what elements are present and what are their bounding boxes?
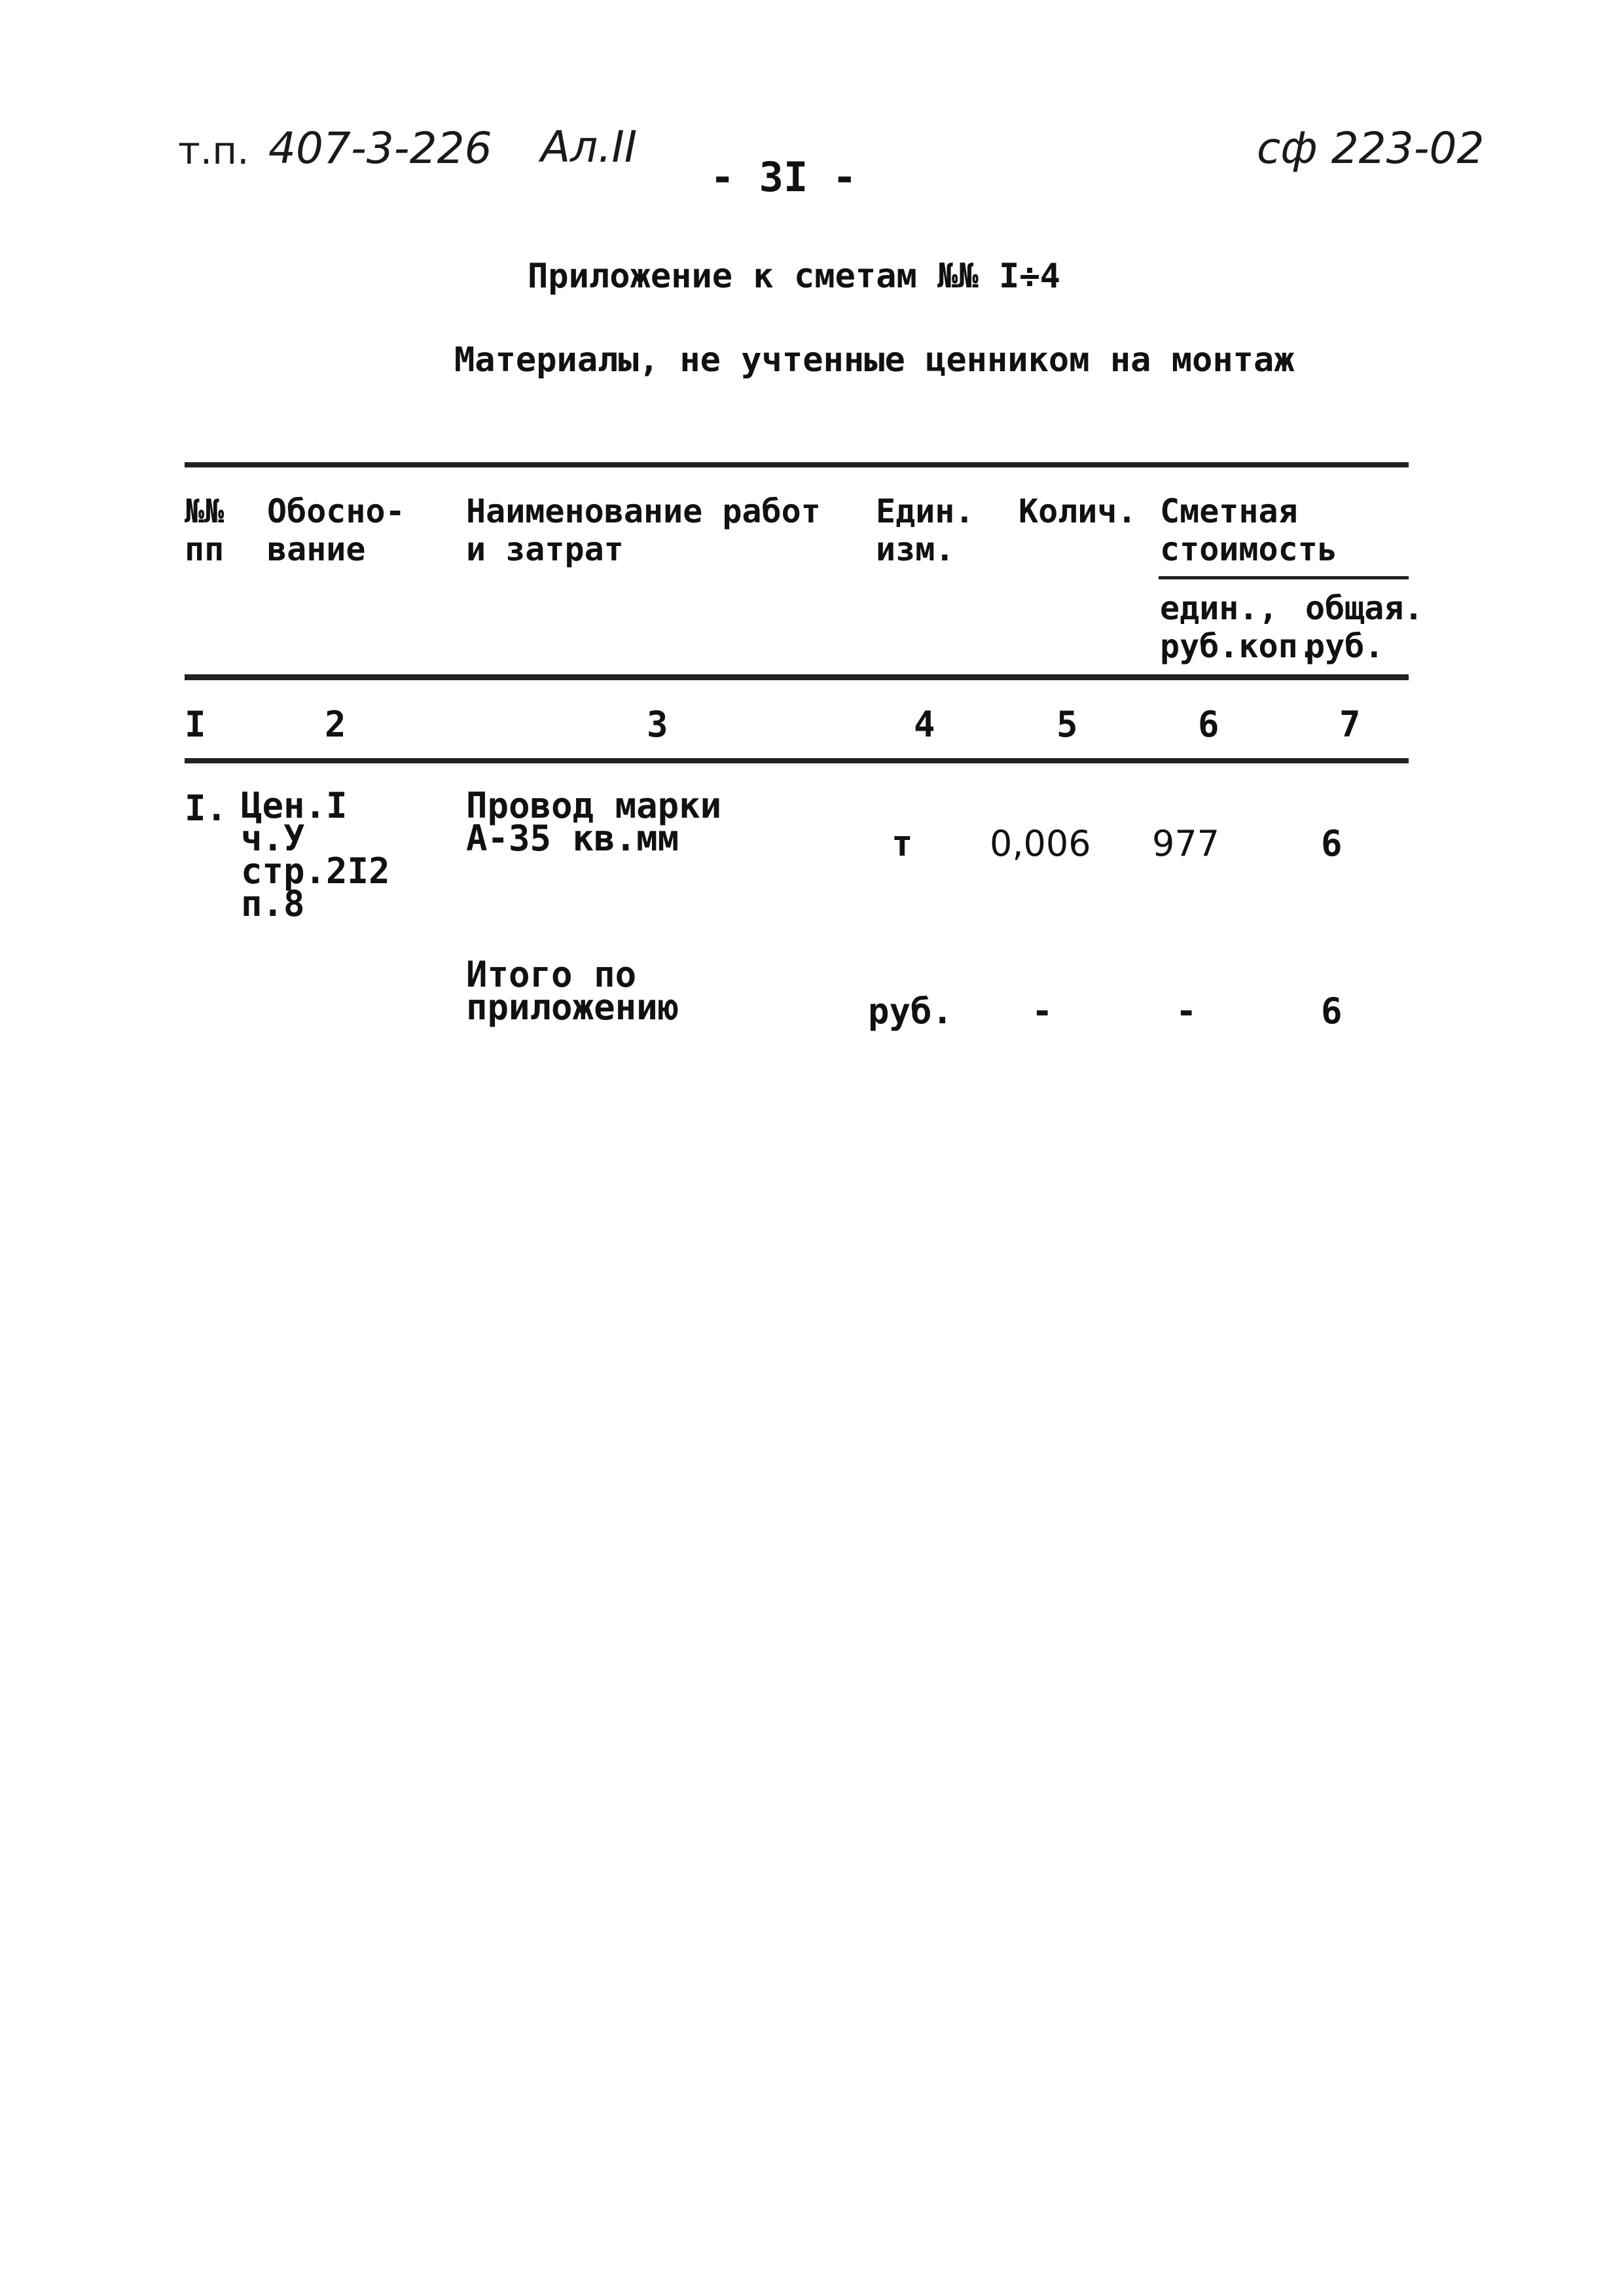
total-qty: -	[1032, 991, 1053, 1032]
header-bottom-rule	[185, 674, 1409, 680]
appendix-subtitle: Материалы, не учтенные ценником на монтаж	[454, 340, 1295, 380]
row-num: I.	[185, 788, 228, 829]
column-number-5: 5	[1056, 704, 1078, 745]
album-label: Ал.II	[541, 122, 638, 172]
project-code: 407-3-226	[268, 123, 492, 173]
column-number-1: I	[185, 704, 206, 745]
header-cost: Сметная стоимость	[1160, 492, 1337, 568]
column-number-7: 7	[1339, 704, 1361, 745]
header-qty: Колич.	[1019, 492, 1137, 530]
column-numbers-rule	[185, 758, 1409, 763]
project-code-prefix: т.п.	[178, 128, 249, 173]
total-sum: 6	[1321, 991, 1343, 1032]
row-basis: Цен.I ч.У стр.2I2 п.8	[241, 785, 390, 924]
total-unit: руб.	[868, 991, 954, 1032]
header-unit: Един. изм.	[876, 492, 975, 568]
column-number-3: 3	[647, 704, 668, 745]
header-cost-total: общая. руб.	[1305, 589, 1424, 665]
total-label: Итого по приложению	[466, 954, 679, 1028]
row-unit-cost: 977	[1152, 823, 1220, 864]
header-name: Наименование работ и затрат	[466, 492, 821, 568]
column-number-2: 2	[325, 704, 346, 745]
cost-subheader-rule	[1159, 576, 1409, 579]
appendix-title: Приложение к сметам №№ I÷4	[528, 257, 1060, 296]
column-number-4: 4	[914, 704, 935, 745]
sheet-code: сф 223-02	[1257, 123, 1485, 173]
page-number: - 3I -	[710, 153, 857, 201]
row-name: Провод марки А-35 кв.мм	[466, 785, 722, 859]
header-num: №№ пп	[185, 492, 225, 568]
column-number-6: 6	[1198, 704, 1219, 745]
total-unit-cost: -	[1176, 991, 1197, 1032]
row-total: 6	[1321, 823, 1343, 864]
header-cost-unit: един., руб.коп.	[1160, 589, 1318, 665]
row-unit: т	[892, 823, 913, 864]
header-basis: Обосно- вание	[267, 492, 405, 568]
table-top-rule	[185, 462, 1409, 467]
row-qty: 0,006	[990, 823, 1091, 864]
